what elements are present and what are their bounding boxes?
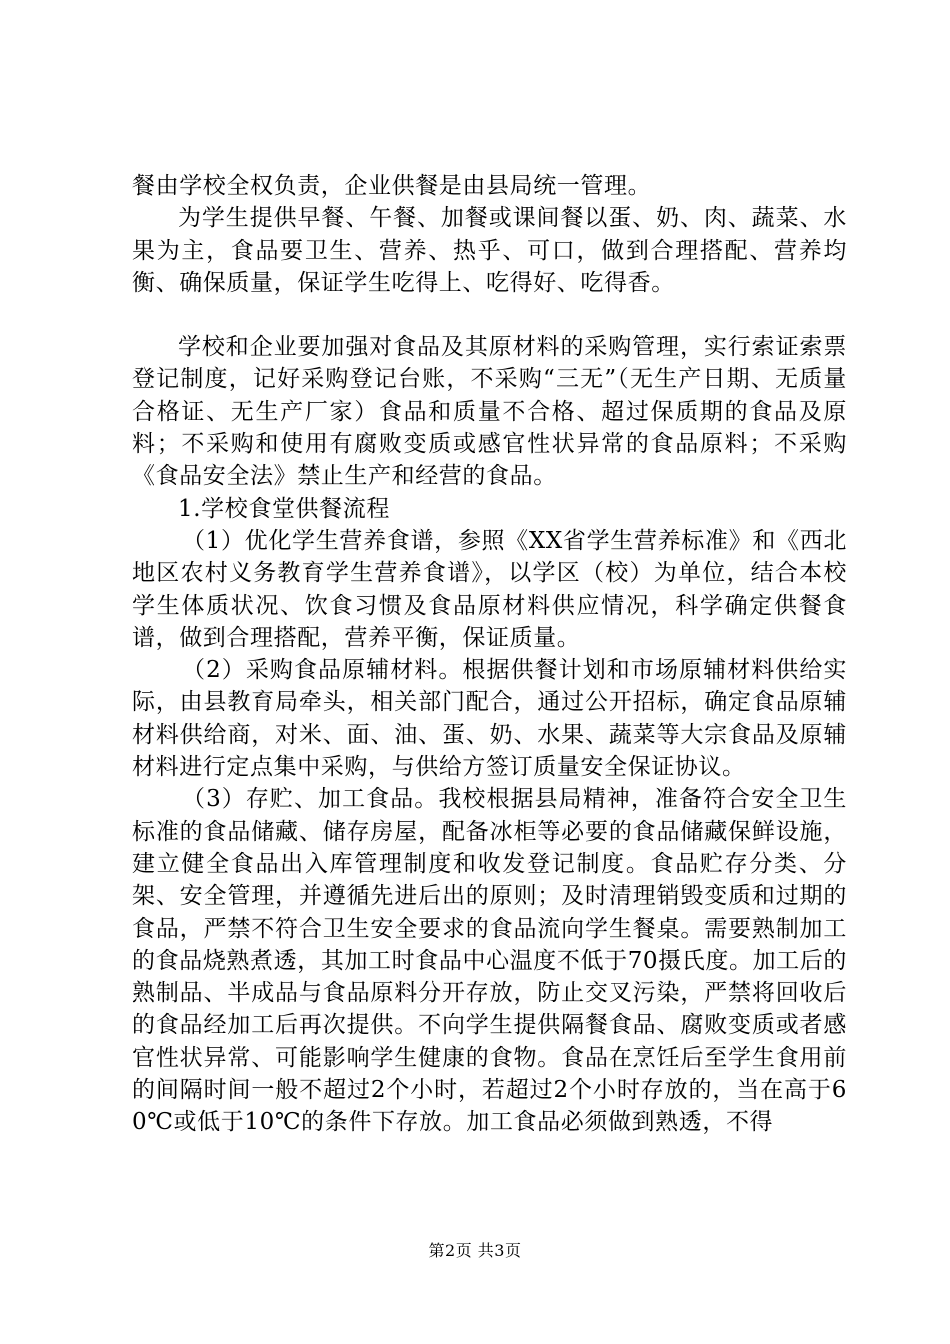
paragraph-gap — [132, 299, 847, 331]
paragraph-procurement: 学校和企业要加强对食品及其原材料的采购管理，实行索证索票登记制度，记好采购登记台账，不采购“三无”（无生产日期、无质量合格证、无生产厂家）食品和质量不合格、超过保质期的食品及原料；不采购和使用有腐败变质或感官性状异常的食品原料；不采购《食品安全法》禁止生产和经营的食品。 — [132, 334, 847, 490]
paragraph-step-3: （3）存贮、加工食品。我校根据县局精神，准备符合安全卫生标准的食品储藏、储存房屋，配备冰柜等必要的食品储藏保鲜设施，建立健全食品出入库管理制度和收发登记制度。食品贮存分类、分架、安全管理，并遵循先进后出的原则；及时清理销毁变质和过期的食品，严禁不符合卫生安全要求的食品流向学生餐桌。需要熟制加工的食品烧熟煮透，其加工时食品中心温度不低于70摄氏度。加工后的熟制品、半成品与食品原料分开存放，防止交叉污染，严禁将回收后的食品经加工后再次提供。不向学生提供隔餐食品、腐败变质或者感官性状异常、可能影响学生健康的食物。食品在烹饪后至学生食用前的间隔时间一般不超过2个小时，若超过2个小时存放的，当在高于60℃或低于10℃的条件下存放。加工食品必须做到熟透，不得 — [132, 786, 847, 1136]
page-number-footer: 第2页 共3页 — [428, 1241, 522, 1260]
document-body — [132, 170, 847, 1139]
section-heading-canteen-process: 1.学校食堂供餐流程 — [178, 495, 390, 522]
paragraph-step-1: （1）优化学生营养食谱，参照《XX省学生营养标准》和《西北地区农村义务教育学生营养食谱》，以学区（校）为单位，结合本校学生体质状况、饮食习惯及食品原材料供应情况，科学确定供餐食谱，做到合理搭配，营养平衡，保证质量。 — [132, 527, 847, 651]
paragraph-meal-content: 为学生提供早餐、午餐、加餐或课间餐以蛋、奶、肉、蔬菜、水果为主，食品要卫生、营养、热乎、可口，做到合理搭配、营养均衡、确保质量，保证学生吃得上、吃得好、吃得香。 — [132, 205, 847, 296]
paragraph-step-2: （2）采购食品原辅材料。根据供餐计划和市场原辅材料供给实际，由县教育局牵头，相关部门配合，通过公开招标，确定食品原辅材料供给商，对米、面、油、蛋、奶、水果、蔬菜等大宗食品及原辅材料进行定点集中采购，与供给方签订质量安全保证协议。 — [132, 657, 847, 781]
paragraph-continuation: 餐由学校全权负责，企业供餐是由县局统一管理。 — [132, 173, 652, 199]
